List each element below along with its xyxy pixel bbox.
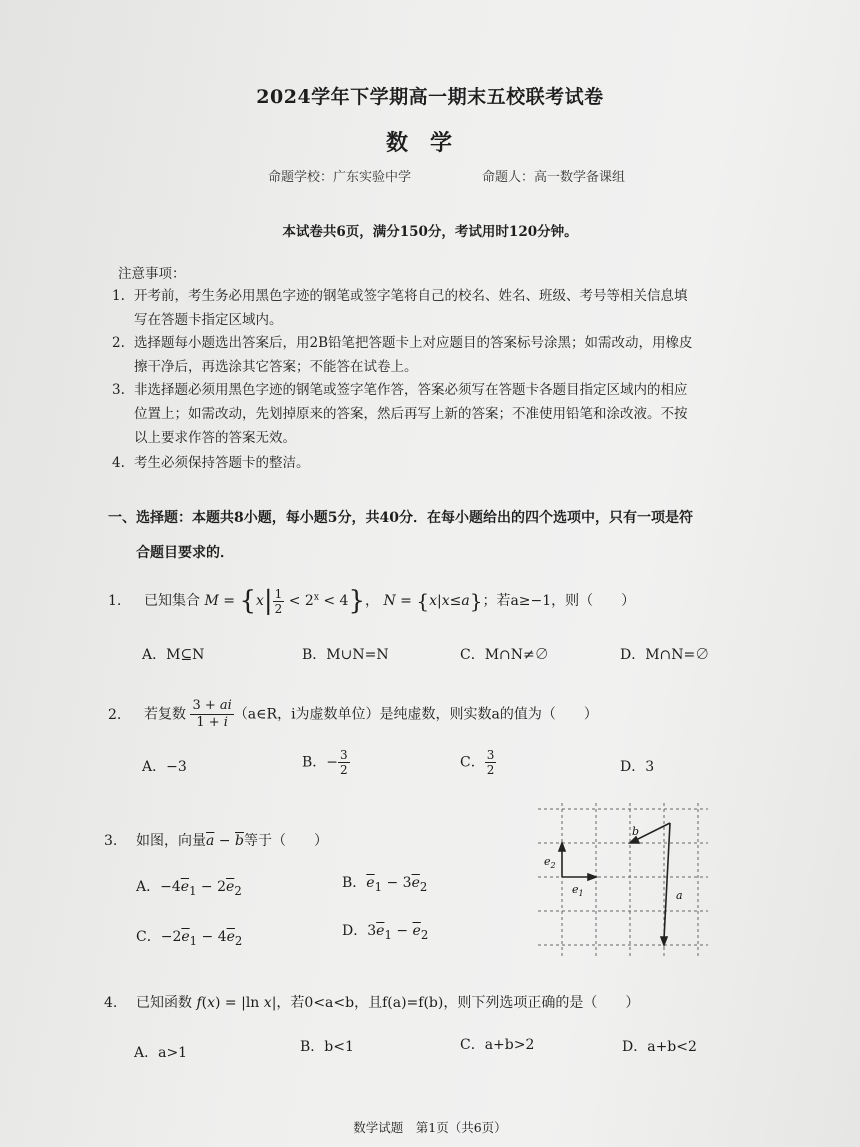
note-item-2: 2. 选择题每小题选出答案后，用2B铅笔把答题卡上对应题目的答案标号涂黑；如需改动，用橡皮 擦干净后，再选涂其它答案；不能答在试卷上。 <box>112 335 693 375</box>
question-number: 3. <box>104 833 118 849</box>
section-heading-line2: 合题目要求的． <box>136 545 234 561</box>
question-4: 4. 已知函数 f(x) = |ln x|，若0<a<b，且f(a)=f(b)，则下列选项正确的是（ ） <box>104 995 640 1011</box>
vector-a-line <box>664 823 670 939</box>
q1-option-c[interactable]: C．M∩N≠∅ <box>460 647 549 663</box>
note-item-3: 3. 非选择题必须用黑色字迹的钢笔或签字笔作答，答案必须写在答题卡各题目指定区域内的相应 位置上；如需改动，先划掉原来的答案，然后再写上新的答案；不准使用铅笔和涂改液。不按 以上要求作答的答案无效。 <box>112 382 688 446</box>
q4-option-c[interactable]: C．a+b>2 <box>460 1037 535 1053</box>
exam-author: 命题人：高一数学备课组 <box>482 170 626 185</box>
q3-option-d[interactable]: D．$3\overline{e}_1 - \overline{e}_2$ <box>342 923 429 942</box>
section-heading-line1: 一、选择题：本题共8小题，每小题5分，共40分．在每小题给出的四个选项中，只有一项是符 <box>108 510 693 526</box>
q2-option-a[interactable]: A．−3 <box>142 759 187 775</box>
q3-option-c[interactable]: C．$-2\overline{e}_1 - 4\overline{e}_2$ <box>136 929 243 948</box>
vector-e1-arrow <box>588 874 596 880</box>
label-b: b <box>632 825 640 838</box>
q3-option-b[interactable]: B．$\overline{e}_1 - 3\overline{e}_2$ <box>342 875 428 894</box>
grid-lines <box>538 803 708 957</box>
q1-option-d[interactable]: D．M∩N=∅ <box>620 647 710 663</box>
vector-e2-arrow <box>559 843 565 851</box>
q2-option-d[interactable]: D．3 <box>620 759 655 775</box>
label-a: a <box>676 889 683 902</box>
notes-title: 注意事项： <box>118 266 186 282</box>
question-3: 3. 如图，向量$\overline{a} - \overline{b}$等于（ ） <box>104 833 328 849</box>
question-number: 1. <box>108 593 122 609</box>
note-item-4: 4. 考生必须保持答题卡的整洁。 <box>112 455 310 471</box>
vector-a-arrow <box>661 937 667 945</box>
vector-b-line <box>634 823 670 841</box>
exam-title: 2024学年下学期高一期末五校联考试卷 <box>256 86 604 108</box>
label-e1: $e_1$ <box>572 883 584 898</box>
page-footer: 数学试题 第1页（共6页） <box>353 1120 507 1135</box>
q4-option-a[interactable]: A．a>1 <box>134 1045 188 1061</box>
question-number: 2. <box>108 706 122 723</box>
q1-option-a[interactable]: A．M⊆N <box>142 647 205 663</box>
question-1: 1. 已知集合 M = {x| $\frac{1}{2}$ < $2^x < 4$}， N = {x|x≤a}；若a≥−1，则（ ） <box>108 586 636 616</box>
vector-grid-figure <box>532 795 712 965</box>
q1-option-b[interactable]: B．M∪N=N <box>302 647 389 663</box>
question-2: 2. 若复数 $\frac{3 + ai}{1 + i}$ （a∈R，i为虚数单位）是纯虚数，则实数a的值为（ ） <box>108 698 598 730</box>
q4-option-d[interactable]: D．a+b<2 <box>622 1039 697 1055</box>
exam-info: 本试卷共6页，满分150分，考试用时120分钟。 <box>282 224 578 240</box>
exam-subject: 数学 <box>385 130 474 156</box>
q3-option-a[interactable]: A．$-4\overline{e}_1 - 2\overline{e}_2$ <box>136 879 242 898</box>
label-e2: $e_2$ <box>544 855 556 870</box>
exam-school: 命题学校：广东实验中学 <box>268 170 412 185</box>
question-number: 4. <box>104 995 118 1011</box>
q2-option-b[interactable]: B．− $\frac{3}{2}$ <box>302 748 348 777</box>
q2-option-c[interactable]: C． $\frac{3}{2}$ <box>460 748 495 777</box>
note-item-1: 1. 开考前，考生务必用黑色字迹的钢笔或签字笔将自己的校名、姓名、班级、考号等相关信息填 写在答题卡指定区域内。 <box>112 288 688 328</box>
q4-option-b[interactable]: B．b<1 <box>300 1039 354 1055</box>
